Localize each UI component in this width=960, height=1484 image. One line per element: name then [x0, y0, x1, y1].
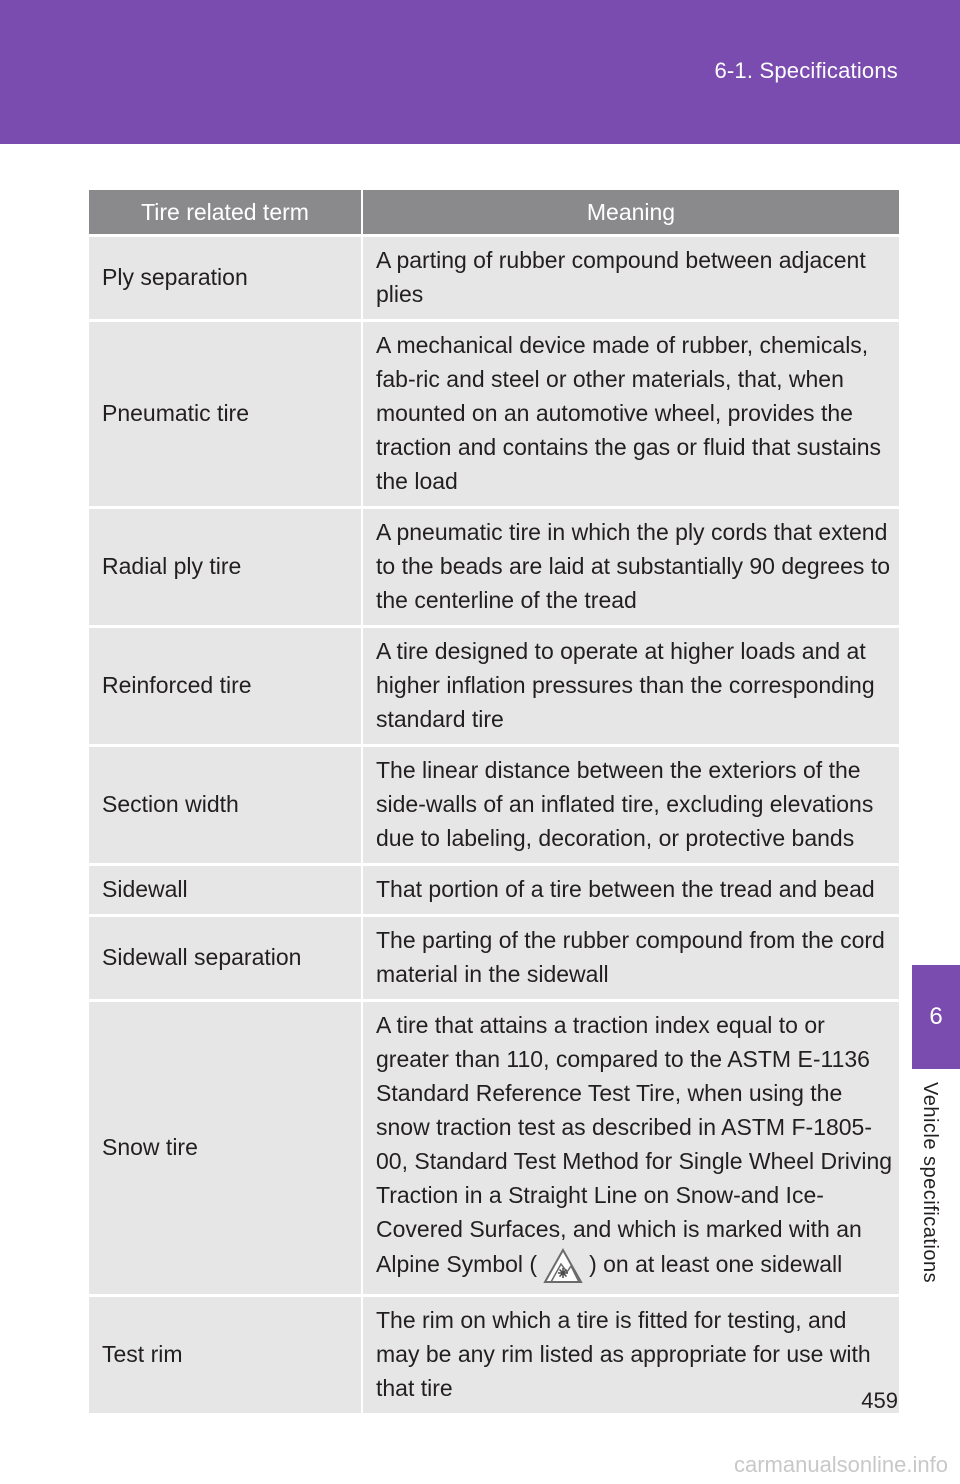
term-cell: Sidewall: [89, 865, 362, 916]
table-row: [89, 321, 899, 508]
meaning-text-before-icon: A tire that attains a traction index equal to or greater than 110, compared to the ASTM E-1136 Standard Reference Test Tire, when using the snow traction test as described in ASTM F-1805-00, Standard Test Method for Single Wheel Driving Traction in a Straight Line on Snow-and Ice-Covered Surfaces, and which is marked with an Alpine Symbol (: [376, 1012, 893, 1278]
meaning-cell: The rim on which a tire is fitted for testing, and may be any rim listed as appropriate for use with that tire: [362, 1296, 899, 1414]
term-cell: Sidewall separation: [89, 916, 362, 1001]
table-row: [89, 916, 899, 1001]
chapter-label: Vehicle specifications: [919, 1082, 941, 1284]
meaning-text-after-icon: ) on at least one sidewall: [589, 1251, 843, 1278]
table-row: [89, 865, 899, 916]
term-cell: Test rim: [89, 1296, 362, 1414]
watermark: carmanualsonline.info: [733, 1452, 948, 1477]
table-row: [89, 508, 899, 627]
meaning-cell: The parting of the rubber compound from the cord material in the sidewall: [362, 916, 899, 1001]
page-header: [0, 0, 960, 144]
term-cell: Radial ply tire: [89, 508, 362, 627]
term-cell: Snow tire: [89, 1001, 362, 1296]
chapter-tab: 6: [912, 965, 960, 1069]
term-cell: Ply separation: [89, 236, 362, 321]
term-cell: Reinforced tire: [89, 627, 362, 746]
meaning-cell: [362, 1001, 899, 1296]
table-row: [89, 236, 899, 321]
meaning-cell: A pneumatic tire in which the ply cords that extend to the beads are laid at substantially 90 degrees to the centerline of the tread: [362, 508, 899, 627]
column-header-term: Tire related term: [89, 190, 362, 236]
meaning-cell: A parting of rubber compound between adjacent plies: [362, 236, 899, 321]
meaning-cell: That portion of a tire between the tread and bead: [362, 865, 899, 916]
table-row: [89, 627, 899, 746]
table-header-row: [89, 190, 899, 236]
table-row: [89, 746, 899, 865]
meaning-cell: The linear distance between the exteriors of the side-walls of an inflated tire, excluding elevations due to labeling, decoration, or protective bands: [362, 746, 899, 865]
term-cell: Pneumatic tire: [89, 321, 362, 508]
table-row: [89, 1001, 899, 1296]
term-cell: Section width: [89, 746, 362, 865]
section-title: 6-1. Specifications: [714, 58, 898, 83]
table-row: [89, 1296, 899, 1414]
alpine-symbol-icon: [541, 1246, 585, 1286]
page-number: 459: [861, 1388, 898, 1413]
meaning-cell: A mechanical device made of rubber, chemicals, fab-ric and steel or other materials, that, when mounted on an automotive wheel, provides the traction and contains the gas or fluid that sustains the load: [362, 321, 899, 508]
column-header-meaning: Meaning: [362, 190, 899, 236]
tire-terms-table: [89, 190, 899, 1413]
meaning-cell: A tire designed to operate at higher loads and at higher inflation pressures than the corresponding standard tire: [362, 627, 899, 746]
